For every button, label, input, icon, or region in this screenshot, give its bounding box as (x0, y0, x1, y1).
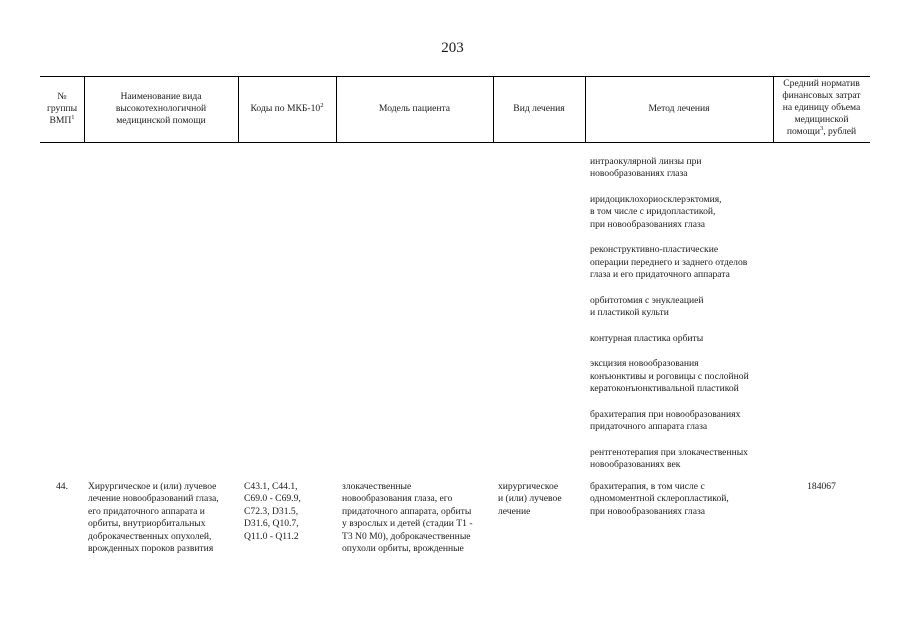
header-average-cost: Средний норматив финансовых затрат на единицу объема медицинской помощи$^3$, рублей (782, 78, 861, 138)
header-icd-codes: Коды по МКБ-$10^2$ (250, 101, 324, 114)
header-care-type: Наименование вида высокотехнологичной медицинской помощи (115, 90, 207, 127)
page-number: 203 (441, 40, 464, 56)
method-item: контурная пластика орбиты (590, 332, 704, 344)
method-item: брахитерапия при новообразованиях придаточного аппарата глаза (590, 408, 741, 433)
row-44-treatment-method: брахитерапия, в том числе с одномоментной склеропластикой, при новообразованиях глаза (590, 481, 729, 517)
method-item: орбитотомия с энуклеацией и пластикой культи (590, 294, 704, 319)
row-44-care-type: Хирургическое и (или) лучевое лечение новообразований глаза, его придаточного аппарата и орбиты, внутриорбитальных доброкачественных опухолей, врожденных пороков развития (88, 481, 219, 555)
method-item: иридоциклохориосклерэктомия, в том числе с иридопластикой, при новообразованиях глаза (590, 193, 722, 230)
continued-method-list (590, 156, 775, 484)
header-treatment-method: Метод лечения (648, 102, 710, 114)
row-44-patient-model: злокачественные новообразования глаза, его придаточного аппарата, орбиты у взрослых и детей (стадии T1 - T3 N0 M0), доброкачественные опухоли орбиты, врожденные (342, 481, 473, 555)
header-bottom-rule (40, 142, 870, 143)
method-item: интраокулярной линзы при новообразованиях глаза (590, 156, 702, 180)
method-item: реконструктивно-пластические операции переднего и заднего отделов глаза и его придаточного аппарата (590, 244, 748, 281)
row-44-treatment-type: хирургическое и (или) лучевое лечение (498, 481, 562, 517)
header-group-number: № группы ВМП$^1$ (46, 90, 78, 127)
method-item: эксцизия новообразования конъюнктивы и роговицы с послойной кератоконъюнктивальной пластикой (590, 358, 749, 395)
row-44-number: 44. (56, 481, 68, 492)
header-patient-model: Модель пациента (378, 102, 451, 114)
method-item: рентгенотерапия при злокачественных новообразованиях век (590, 446, 748, 470)
row-44-average-cost: 184067 (807, 481, 836, 492)
header-treatment-type: Вид лечения (513, 102, 565, 114)
row-44-icd-codes: C43.1, C44.1, C69.0 - C69.9, C72.3, D31.5, D31.6, Q10.7, Q11.0 - Q11.2 (244, 481, 301, 542)
